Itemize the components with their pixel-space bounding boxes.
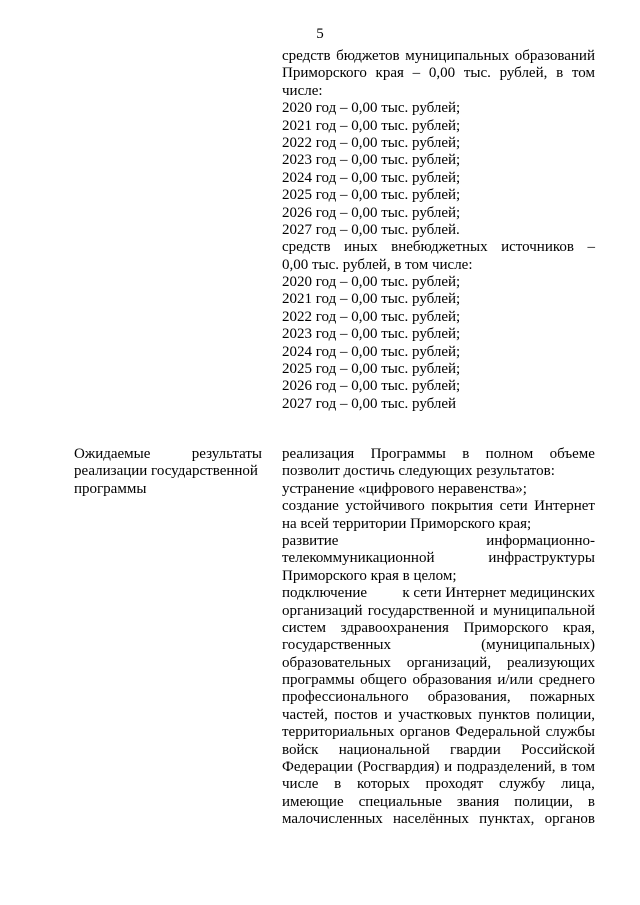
text-line xyxy=(282,498,595,515)
word: органов xyxy=(399,724,451,741)
word: средств xyxy=(282,239,331,256)
page-number: 5 xyxy=(316,26,324,42)
word: – xyxy=(587,239,595,256)
year-amount-line: 2020 год – 0,00 тыс. рублей; xyxy=(282,274,461,291)
word: профессионального xyxy=(282,689,409,706)
year-amount-line: 2025 год – 0,00 тыс. рублей; xyxy=(282,187,461,204)
result-item-digital-divide: устранение «цифрового неравенства»; xyxy=(282,480,527,497)
word: и/или xyxy=(497,672,534,689)
word: реализация xyxy=(282,446,355,462)
word: и xyxy=(479,602,488,619)
result-item-internet-coverage xyxy=(282,498,595,533)
word: Ожидаемые xyxy=(74,446,151,462)
text-line xyxy=(282,637,595,654)
word: национальной xyxy=(338,741,430,758)
results-label xyxy=(74,446,262,498)
text-line xyxy=(282,689,595,706)
extrabudgetary-funding-years xyxy=(282,274,595,413)
text-line: позволит достичь следующих результатов: xyxy=(282,463,555,480)
year-amount-line: 2025 год – 0,00 тыс. рублей; xyxy=(282,361,461,378)
word: подключение xyxy=(282,585,368,602)
word: пожарных xyxy=(529,689,595,706)
text-line xyxy=(282,811,595,828)
word: пунктов xyxy=(478,706,530,723)
word: образования xyxy=(412,672,492,689)
word: Российской xyxy=(521,741,595,758)
year-amount-line: 2027 год – 0,00 тыс. рублей xyxy=(282,395,457,412)
text-line: Приморского края в целом; xyxy=(282,567,457,584)
word: иных xyxy=(344,239,378,256)
word: общего xyxy=(360,672,407,689)
results-intro xyxy=(282,446,595,481)
text-line xyxy=(282,48,595,65)
text-line xyxy=(282,794,595,811)
word: среднего xyxy=(538,672,595,689)
word: подразделений, xyxy=(456,759,556,776)
word: (Росгвардия) xyxy=(357,759,440,776)
word: пунктах, xyxy=(479,811,535,828)
text-line xyxy=(282,550,595,567)
word: населённых xyxy=(392,811,469,828)
word: службы xyxy=(545,724,595,741)
text-line xyxy=(282,446,595,463)
year-amount-line: 2024 год – 0,00 тыс. рублей; xyxy=(282,169,461,186)
text-line xyxy=(282,672,595,689)
word: малочисленных xyxy=(282,811,383,828)
word: участковых xyxy=(398,706,473,723)
word: проходят xyxy=(425,776,484,793)
result-item-infrastructure xyxy=(282,533,595,585)
word: войск xyxy=(282,741,319,758)
year-amount-line: 2021 год – 0,00 тыс. рублей; xyxy=(282,291,461,308)
text-line xyxy=(282,776,595,793)
word: службу xyxy=(499,776,546,793)
text-line xyxy=(282,620,595,637)
word: создание xyxy=(282,498,339,515)
word: образования, xyxy=(427,689,511,706)
word: в xyxy=(560,759,568,776)
year-amount-line: 2022 год – 0,00 тыс. рублей; xyxy=(282,308,461,325)
year-amount-line: 2023 год – 0,00 тыс. рублей; xyxy=(282,326,461,343)
results-label-text xyxy=(74,446,262,498)
word: средств xyxy=(282,48,331,64)
word: 0,00 xyxy=(428,65,456,82)
word: в xyxy=(334,776,342,793)
label-line: программы xyxy=(74,480,147,497)
text-line: числе: xyxy=(282,82,323,99)
text-line: 0,00 тыс. рублей, в том числе: xyxy=(282,256,473,273)
word: в xyxy=(462,446,470,462)
municipal-funding-years xyxy=(282,100,595,239)
year-amount-line: 2022 год – 0,00 тыс. рублей; xyxy=(282,134,461,151)
text-line xyxy=(282,655,595,672)
word: гвардии xyxy=(450,741,501,758)
word: развитие xyxy=(282,532,339,549)
word: и xyxy=(444,759,453,776)
word: территориальных xyxy=(282,724,395,741)
municipal-funding-block xyxy=(282,48,595,100)
word: числе xyxy=(282,776,319,793)
text-line xyxy=(282,724,595,741)
text-line xyxy=(282,585,595,602)
word: телекоммуникационной xyxy=(282,550,435,567)
word: Приморского xyxy=(282,65,367,82)
word: звания xyxy=(456,793,500,810)
word: устойчивого xyxy=(345,498,425,515)
word: Интернет xyxy=(534,498,595,515)
word: края xyxy=(375,65,404,82)
word: Федерации xyxy=(282,759,353,776)
word: к сети Интернет медицинских xyxy=(402,585,595,602)
word: систем xyxy=(282,619,327,636)
funding-text xyxy=(282,48,595,413)
label-line xyxy=(74,446,262,463)
word: частей, xyxy=(282,706,328,723)
word: результаты xyxy=(191,446,262,462)
word: и xyxy=(384,706,393,723)
year-amount-line: 2027 год – 0,00 тыс. рублей. xyxy=(282,221,460,238)
word: – xyxy=(412,65,421,82)
label-line: реализации государственной xyxy=(74,463,258,480)
word: том xyxy=(571,759,595,776)
text-line xyxy=(282,239,595,256)
extrabudgetary-funding-block xyxy=(282,239,595,274)
year-amount-line: 2024 год – 0,00 тыс. рублей; xyxy=(282,343,461,360)
results-text xyxy=(282,446,595,829)
word: организаций, xyxy=(406,654,492,671)
word: муниципальной xyxy=(493,602,595,619)
text-line xyxy=(282,742,595,759)
text-line xyxy=(282,603,595,620)
year-amount-line: 2021 год – 0,00 тыс. рублей; xyxy=(282,117,461,134)
word: в xyxy=(556,65,564,82)
year-amount-line: 2023 год – 0,00 тыс. рублей; xyxy=(282,152,461,169)
word: в xyxy=(587,793,595,810)
word: сети xyxy=(499,498,528,515)
word: Федеральной xyxy=(455,724,541,741)
text-line xyxy=(282,533,595,550)
word: имеющие xyxy=(282,793,344,810)
word: государственных xyxy=(282,637,391,654)
word: (муниципальных) xyxy=(481,637,595,654)
text-line xyxy=(282,65,595,82)
word: муниципальных xyxy=(405,48,510,64)
year-amount-line: 2026 год – 0,00 тыс. рублей; xyxy=(282,204,461,221)
word: информационно- xyxy=(486,532,595,549)
word: полном xyxy=(485,446,534,462)
word: тыс. xyxy=(463,65,491,82)
word: организаций xyxy=(282,602,363,619)
word: программы xyxy=(282,672,355,689)
word: рублей, xyxy=(499,65,548,82)
word: которых xyxy=(357,776,410,793)
word: реализующих xyxy=(506,654,595,671)
word: объеме xyxy=(549,446,595,462)
word: специальные xyxy=(358,793,442,810)
year-amount-line: 2026 год – 0,00 тыс. рублей; xyxy=(282,378,461,395)
word: Программы xyxy=(370,446,446,462)
word: здравоохранения xyxy=(340,619,449,636)
word: инфраструктуры xyxy=(488,550,595,567)
word: источников xyxy=(501,239,574,256)
word: постов xyxy=(334,706,378,723)
word: образований xyxy=(514,48,595,64)
word: бюджетов xyxy=(336,48,400,64)
word: внебюджетных xyxy=(391,239,488,256)
word: покрытия xyxy=(431,498,494,515)
word: края, xyxy=(562,619,595,636)
word: полиции, xyxy=(536,706,595,723)
text-line xyxy=(282,759,595,776)
word: лица, xyxy=(560,776,595,793)
word: Приморского xyxy=(463,619,549,636)
word: образовательных xyxy=(282,654,391,671)
word: том xyxy=(571,65,595,82)
word: государственной xyxy=(367,602,475,619)
result-item-connection xyxy=(282,585,595,828)
word: полиции, xyxy=(514,793,573,810)
text-line xyxy=(282,707,595,724)
text-line: на всей территории Приморского края; xyxy=(282,515,532,532)
word: органов xyxy=(544,811,595,828)
year-amount-line: 2020 год – 0,00 тыс. рублей; xyxy=(282,100,461,117)
